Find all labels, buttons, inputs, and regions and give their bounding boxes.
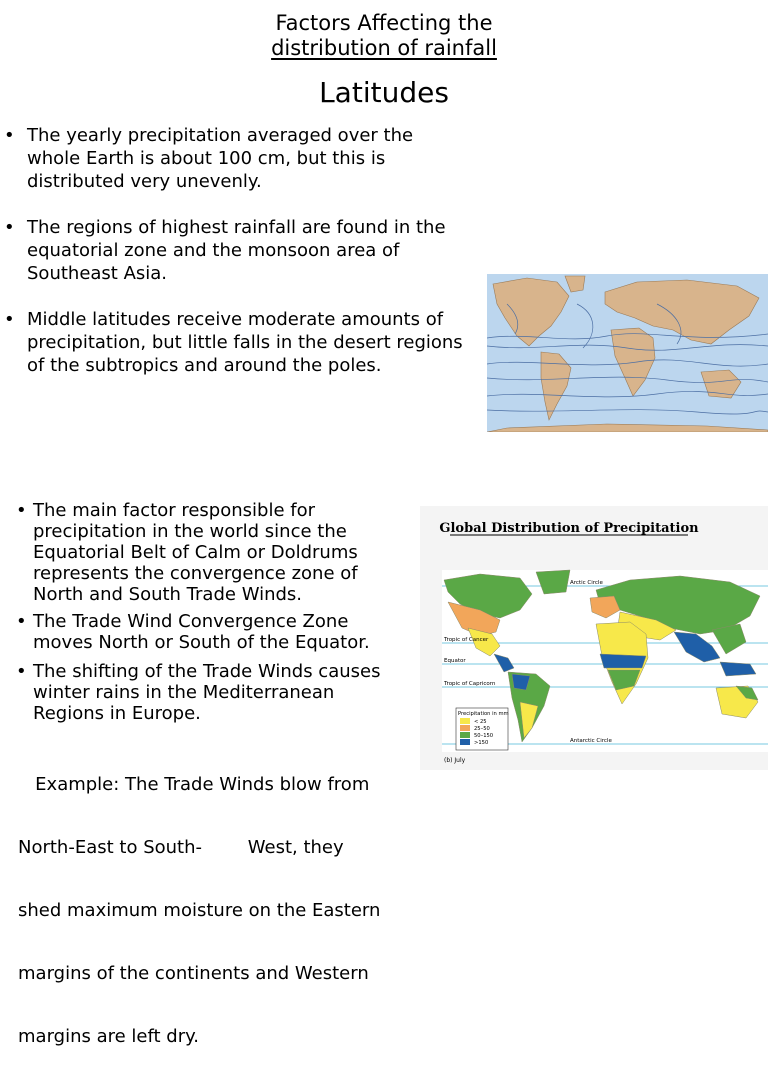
bullet-line: North and South Trade Winds. [33, 584, 303, 605]
tropic-of-capricorn-label: Tropic of Capricorn [444, 681, 496, 687]
legend-label: 25–50 [474, 726, 490, 732]
example-paragraph [18, 732, 418, 1068]
bullet-line: winter rains in the Mediterranean [33, 682, 335, 703]
bullet-line: whole Earth is about 100 cm, but this is [27, 148, 386, 169]
figure-caption: (b) July [444, 757, 466, 764]
antarctic-circle-label: Antarctic Circle [570, 738, 612, 744]
bullet-line: equatorial zone and the monsoon area of [27, 240, 400, 261]
legend-swatch [460, 725, 470, 731]
bullet-line: precipitation in the world since the [33, 521, 347, 542]
arctic-circle-label: Arctic Circle [570, 580, 603, 586]
precipitation-distribution-figure [420, 506, 768, 770]
legend-swatch [460, 718, 470, 724]
bullet-line: The yearly precipitation averaged over the [27, 125, 414, 146]
bullet-mediterranean [16, 661, 416, 724]
isohyet-world-map [487, 274, 768, 432]
tropic-of-cancer-label: Tropic of Cancer [444, 637, 489, 643]
bullet-line: The Trade Wind Convergence Zone [33, 611, 349, 632]
slide-title-line-2 [0, 36, 768, 61]
bullet-line: The main factor responsible for [33, 500, 316, 521]
precipitation-legend [456, 708, 509, 750]
legend-label: >150 [474, 740, 489, 746]
bullet-doldrums [16, 500, 416, 605]
bullet-line: of the subtropics and around the poles. [27, 355, 382, 376]
legend-title: Precipitation in mm [458, 711, 509, 717]
bullet-line: Regions in Europe. [33, 703, 201, 724]
legend-label: < 25 [474, 719, 487, 725]
bullet-line: The shifting of the Trade Winds causes [33, 661, 381, 682]
example-line: margins of the continents and Western [18, 963, 369, 984]
bullet-line: represents the convergence zone of [33, 563, 358, 584]
bullet-precipitation-average [4, 124, 494, 193]
bullet-marker: • [16, 611, 27, 632]
bullet-line: moves North or South of the Equator. [33, 632, 370, 653]
bullet-marker: • [16, 500, 27, 521]
bullet-line: The regions of highest rainfall are found in the [27, 217, 446, 238]
bullet-marker: • [4, 125, 15, 146]
bullet-line: distributed very unevenly. [27, 171, 262, 192]
bullet-marker: • [16, 661, 27, 682]
bullet-convergence-zone [16, 611, 416, 653]
example-line: shed maximum moisture on the Eastern [18, 900, 381, 921]
bullet-line: precipitation, but little falls in the desert regions [27, 332, 463, 353]
africa-blue-band [600, 654, 646, 668]
legend-swatch [460, 739, 470, 745]
legend-swatch [460, 732, 470, 738]
legend-label: 50–150 [474, 733, 494, 739]
bullet-marker: • [4, 217, 15, 238]
figure-title: Global Distribution of Precipitation [439, 521, 699, 536]
bullet-middle-latitudes [4, 308, 494, 377]
equator-label: Equator [444, 658, 466, 664]
example-line: margins are left dry. [18, 1026, 199, 1047]
bullet-line: Middle latitudes receive moderate amounts of [27, 309, 444, 330]
bullet-line: Equatorial Belt of Calm or Doldrums [33, 542, 358, 563]
bullet-line: Southeast Asia. [27, 263, 168, 284]
bullet-highest-rainfall [4, 216, 494, 285]
bullet-marker: • [4, 309, 15, 330]
section-heading: Latitudes [319, 76, 449, 109]
example-line: Example: The Trade Winds blow from [18, 774, 370, 795]
example-line: North-East to South- West, they [18, 837, 344, 858]
slide-title-underlined: distribution of rainfall [271, 36, 497, 60]
slide-title-line-1: Factors Affecting the [275, 11, 493, 35]
